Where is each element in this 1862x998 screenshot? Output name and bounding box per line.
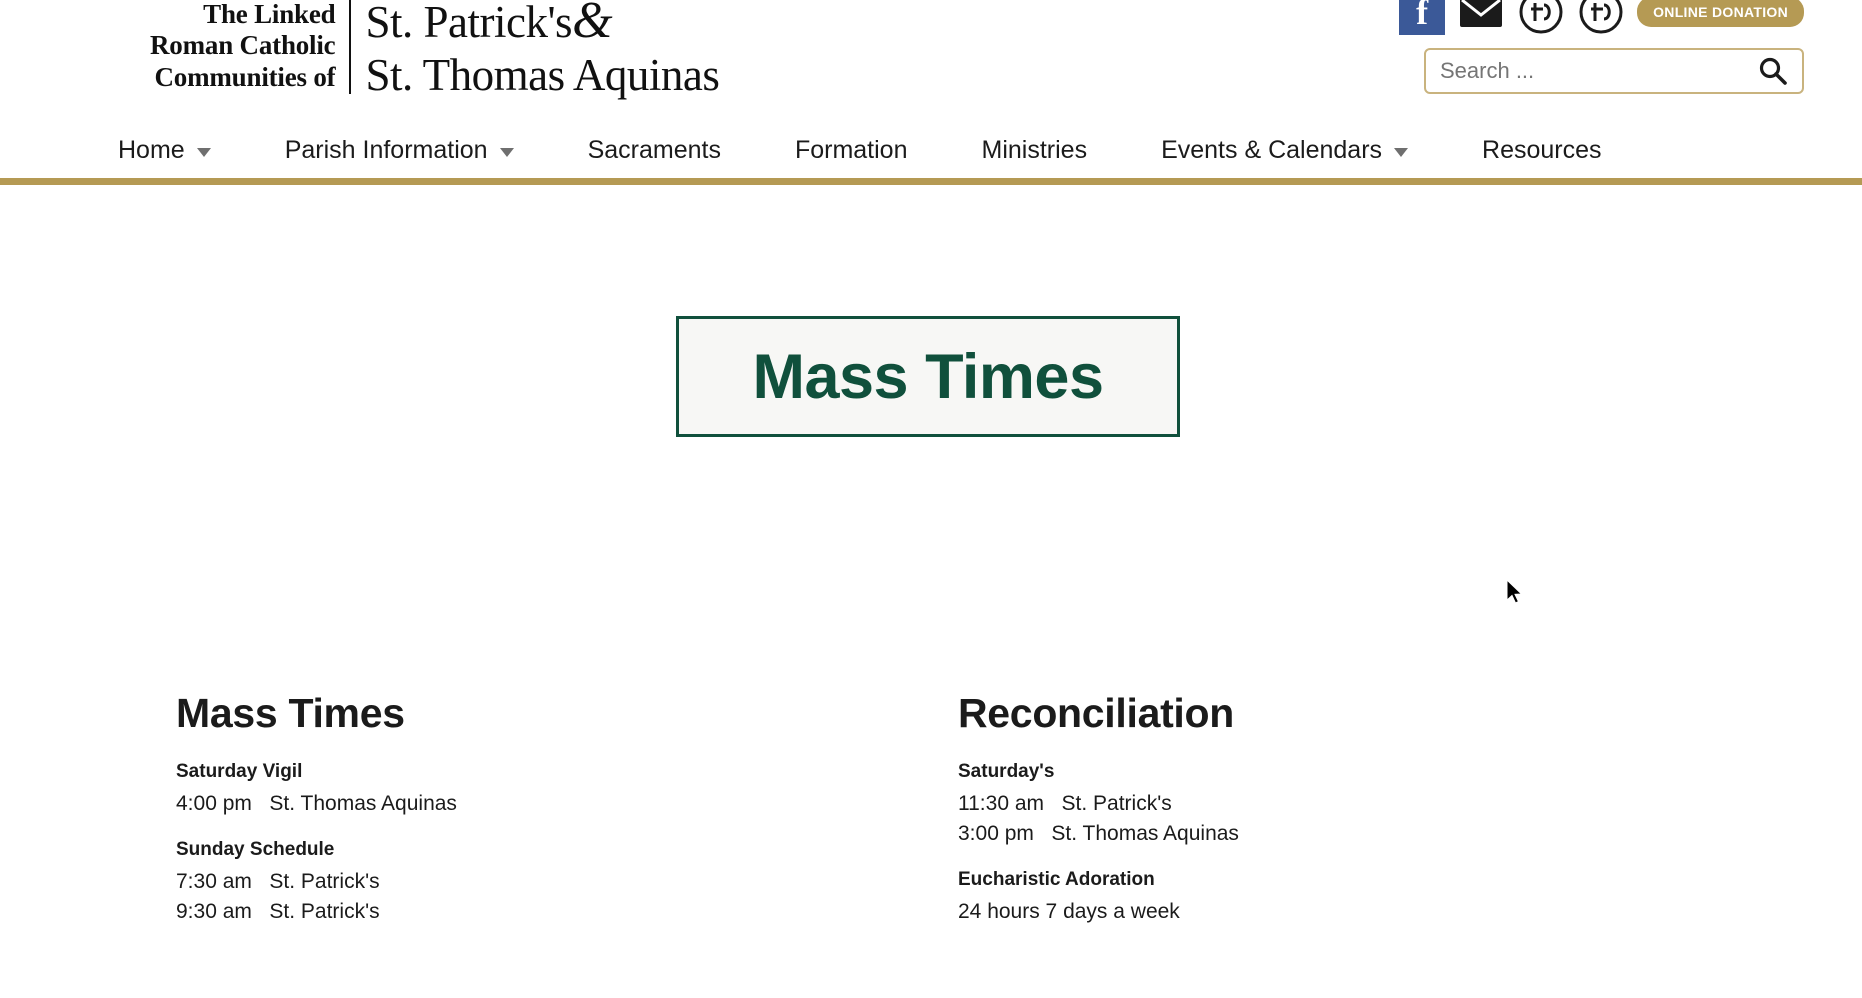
site-header — [0, 0, 1862, 185]
nav-label: Parish Information — [284, 136, 488, 164]
nav-item-home[interactable] — [118, 136, 211, 165]
nav-label: Resources — [1482, 136, 1602, 164]
schedule-group — [176, 839, 796, 924]
main-navigation — [0, 123, 1862, 185]
facebook-icon[interactable]: f — [1399, 0, 1445, 35]
schedule-line: 7:30 am St. Patrick's — [176, 870, 380, 893]
reconciliation-heading: Reconciliation — [958, 690, 1235, 736]
schedule-line: 11:30 am St. Patrick's — [958, 792, 1172, 815]
schedule-group-title: Sunday Schedule — [176, 839, 335, 860]
schedule-group — [176, 761, 796, 816]
logo-prefix-text — [150, 0, 349, 94]
page-title — [676, 316, 1180, 437]
nav-label: Home — [118, 136, 185, 164]
site-logo[interactable] — [150, 0, 719, 101]
nav-label: Sacraments — [587, 136, 721, 164]
flocknote-icon[interactable] — [1577, 0, 1625, 36]
mouse-cursor — [1507, 580, 1527, 608]
schedule-group-title: Saturday's — [958, 761, 1055, 782]
nav-item-events-calendars[interactable] — [1161, 136, 1408, 165]
schedule-group-title: Saturday Vigil — [176, 761, 303, 782]
schedule-group-title: Eucharistic Adoration — [958, 869, 1155, 890]
mass-times-column — [176, 690, 796, 947]
nav-label: Events & Calendars — [1161, 136, 1383, 164]
schedule-line: 3:00 pm St. Thomas Aquinas — [958, 822, 1239, 845]
nav-item-resources[interactable] — [1482, 136, 1602, 165]
logo-parish-1: St. Patrick's& — [365, 0, 719, 50]
flocknote-icon[interactable] — [1517, 0, 1565, 36]
nav-item-ministries[interactable] — [982, 136, 1088, 165]
search-icon — [1758, 56, 1788, 86]
nav-item-sacraments[interactable] — [588, 136, 721, 165]
logo-line-3: Communities of — [154, 62, 336, 93]
mass-times-heading: Mass Times — [176, 690, 405, 736]
page-title-text: Mass Times — [752, 341, 1104, 412]
chevron-down-icon[interactable] — [197, 148, 211, 157]
logo-parish-2: St. Thomas Aquinas — [365, 50, 720, 101]
online-donation-button[interactable]: ONLINE DONATION — [1637, 0, 1804, 27]
search-button[interactable] — [1754, 56, 1802, 86]
schedule-group — [958, 761, 1578, 846]
reconciliation-column — [958, 690, 1578, 947]
header-utility-bar — [1399, 0, 1804, 36]
chevron-down-icon[interactable] — [1394, 148, 1408, 157]
nav-item-parish-information[interactable] — [285, 136, 514, 165]
schedule-line: 24 hours 7 days a week — [958, 900, 1180, 923]
schedule-line: 9:30 am St. Patrick's — [176, 900, 380, 923]
logo-line-2: Roman Catholic — [150, 30, 336, 61]
nav-label: Formation — [794, 136, 908, 164]
ampersand-glyph: & — [572, 0, 613, 49]
email-icon[interactable] — [1457, 0, 1505, 35]
chevron-down-icon[interactable] — [500, 148, 514, 157]
logo-line-1: The Linked — [203, 0, 336, 29]
logo-divider — [349, 0, 351, 94]
nav-label: Ministries — [981, 136, 1088, 164]
page-banner — [0, 185, 1862, 690]
search-input[interactable] — [1426, 58, 1754, 84]
search-bar[interactable] — [1424, 48, 1804, 94]
logo-parish-names — [365, 0, 719, 101]
nav-item-formation[interactable] — [795, 136, 908, 165]
schedule-group — [958, 869, 1578, 924]
schedule-line: 4:00 pm St. Thomas Aquinas — [176, 792, 457, 815]
